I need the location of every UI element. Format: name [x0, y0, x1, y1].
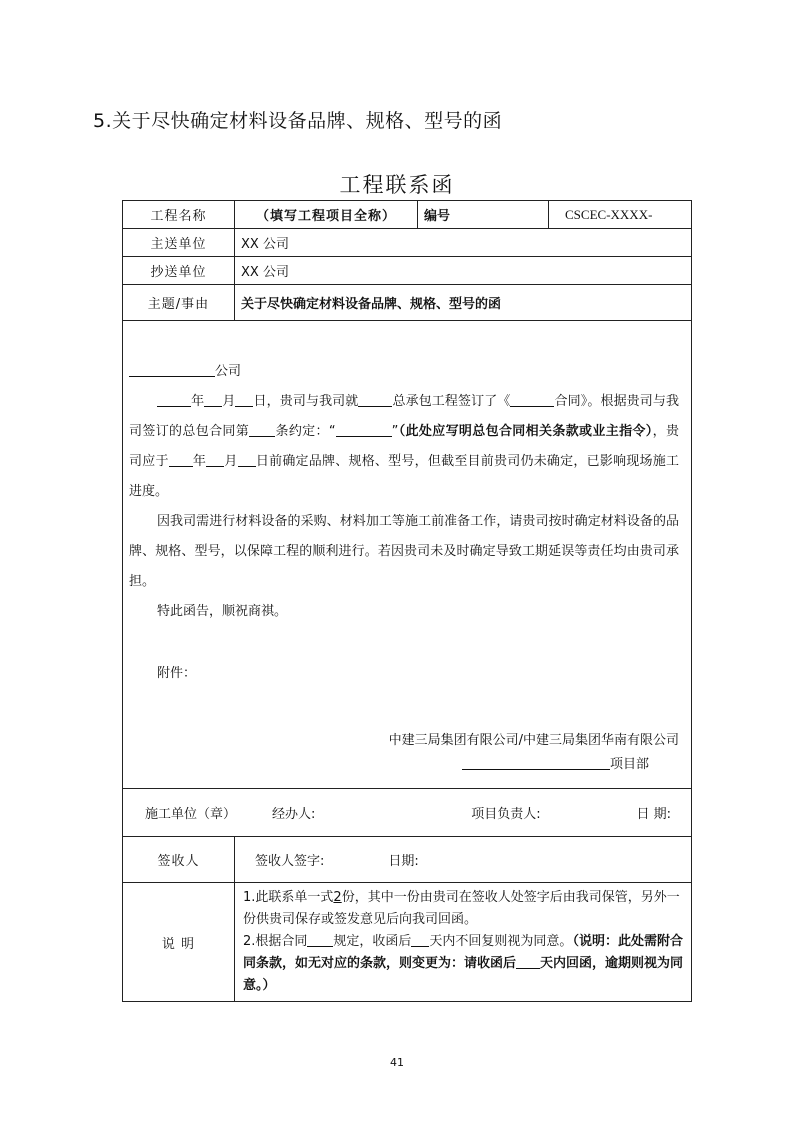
- date-label: 日 期:: [636, 807, 671, 822]
- subject-value: 关于尽快确定材料设备品牌、规格、型号的函: [235, 285, 692, 321]
- p1-month: 月: [222, 394, 236, 409]
- n2-bold-a: （说明：此处需附合同条款，如无对应的条款，则变更为：请收函后: [243, 934, 683, 971]
- receiver-sign-label: 签收人签字:: [255, 854, 325, 869]
- n2-mid2: 天内不回复则视为同意。: [429, 934, 573, 949]
- page-number: 41: [390, 1056, 404, 1069]
- unit-label: 施工单位（章）: [145, 807, 237, 822]
- to-value: XX 公司: [235, 229, 692, 257]
- n2-bold-b: 天内回函，逾期则视为同意。）: [243, 956, 684, 993]
- row-subject: [123, 285, 692, 321]
- p1-bold-note: （此处应写明总包合同相关条款或业主指令）: [398, 424, 653, 439]
- row-receiver: [123, 837, 692, 883]
- section-heading: 5.关于尽快确定材料设备品牌、规格、型号的函: [93, 110, 503, 132]
- n1-post: 份，其中一份由贵司在签收人处签字后由我司保管，另外一份供贵司保存或签发意见后向我司回函。: [243, 890, 680, 927]
- manager-label: 项目负责人:: [471, 807, 541, 822]
- p1-by: ，贵司应于: [129, 424, 679, 469]
- n2-mid: 规定，收函后: [333, 934, 412, 949]
- subject-label: 主题/事由: [123, 285, 235, 321]
- cc-value: XX 公司: [235, 257, 692, 285]
- p1-year2: 年: [192, 454, 207, 469]
- receiver-label: 签收人: [123, 837, 235, 883]
- cc-label: 抄送单位: [123, 257, 235, 285]
- n1-count: 2: [333, 890, 342, 905]
- dept-suffix: 项目部: [610, 757, 650, 772]
- letter-body: [123, 321, 692, 789]
- row-to: [123, 229, 692, 257]
- project-label: 工程名称: [123, 201, 235, 229]
- to-label: 主送单位: [123, 229, 235, 257]
- p1-rest: 日前确定品牌、规格、型号，但截至目前贵司仍未确定，已影响现场施工进度。: [129, 454, 679, 499]
- row-notes: [123, 883, 692, 1002]
- handler-label: 经办人:: [272, 807, 316, 822]
- p1-year: 年: [191, 394, 205, 409]
- company-suffix: 公司: [215, 364, 242, 379]
- notes-text: [235, 883, 692, 1002]
- sender-name: 中建三局集团有限公司/中建三局集团华南有限公司: [388, 733, 680, 748]
- p1-clause: 条约定：“: [275, 424, 336, 439]
- attachment-label: 附件：: [157, 666, 197, 681]
- row-body: [123, 321, 692, 789]
- p1-month2: 月: [224, 454, 238, 469]
- row-cc: [123, 257, 692, 285]
- notes-label: 说 明: [123, 883, 235, 1002]
- p1-contract: 合同》。根据贵司与我司签订的总包合同第: [129, 394, 679, 439]
- p1-quote-end: ”: [391, 424, 399, 439]
- p1-project: 总承包工程签订了《: [392, 394, 511, 409]
- form-title: 工程联系函: [339, 173, 455, 197]
- number-value: CSCEC-XXXX-: [549, 201, 692, 229]
- number-label: 编号: [418, 201, 549, 229]
- row-project: [123, 201, 692, 229]
- p2: 因我司需进行材料设备的采购、材料加工等施工前准备工作，请贵司按时确定材料设备的品牌、规格、型号，以保障工程的顺利进行。若因贵司未及时确定导致工期延误等责任均由贵司承担。: [129, 514, 680, 589]
- row-signature: [123, 789, 692, 837]
- n2-pre: 2.根据合同: [243, 934, 308, 949]
- project-value: （填写工程项目全称）: [235, 201, 418, 229]
- contact-form-table: [122, 200, 692, 1002]
- n1-pre: 1.此联系单一式: [243, 890, 334, 905]
- p1-day: 日，贵司与我司就: [253, 394, 359, 409]
- receiver-date-label: 日期:: [388, 854, 419, 869]
- p3: 特此函告，顺祝商祺。: [157, 604, 288, 619]
